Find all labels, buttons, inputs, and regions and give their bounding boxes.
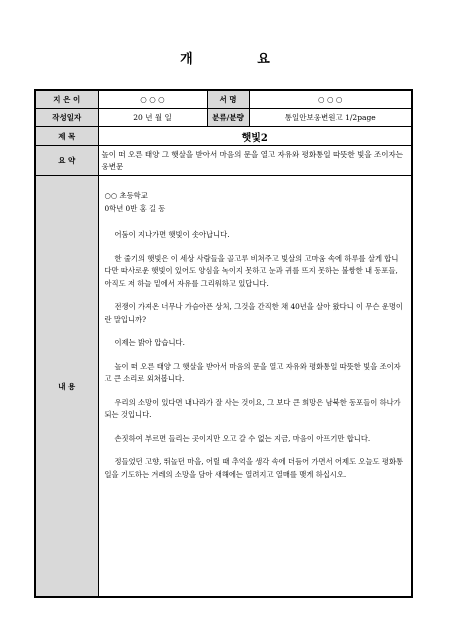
paragraph: 어둠이 지나가면 햇빛이 솟아납니다. bbox=[114, 230, 230, 239]
paragraph: 우리의 소망이 있다면 내나라가 잘 사는 것이요, 그 보다 큰 희망은 남북한 동포들이 하나가 되는 것입니다. bbox=[104, 397, 401, 419]
paragraph: 손짓하여 부르면 들리는 곳이지만 오고 갈 수 없는 지금, 마음이 아프기만 합니다. bbox=[114, 433, 371, 443]
content-label: 내 용 bbox=[35, 176, 98, 598]
subject-label: 제 목 bbox=[35, 127, 98, 146]
signature-value: ○ ○ ○ bbox=[249, 90, 412, 109]
date-row bbox=[35, 109, 412, 127]
date-value: 20 년 월 일 bbox=[98, 109, 207, 127]
summary-value: 높이 떠 오른 태양 그 햇살을 받아서 마음의 문을 열고 자유와 평화통일 따뜻한 빛을 조이자는 웅변문 bbox=[98, 146, 412, 176]
subject-value: 햇빛2 bbox=[98, 127, 412, 146]
document-title: 개 요 bbox=[180, 52, 300, 67]
author-value: ○ ○ ○ bbox=[98, 90, 207, 109]
content-body bbox=[98, 176, 412, 598]
subject-row bbox=[35, 127, 412, 146]
paragraph: 정들었던 고향, 뛰놀던 마을, 어릴 때 추억을 생각 속에 더듬어 가면서 어제도 오늘도 평화통일을 기도하는 겨레의 소망을 담아 새해에는 열려지고 열매를 맺게 하십시오. bbox=[104, 457, 404, 479]
category-label: 분류/분량 bbox=[207, 109, 249, 127]
content-row bbox=[35, 176, 412, 598]
author-row bbox=[35, 90, 412, 109]
paragraph: 이제는 밝아 압습니다. bbox=[114, 338, 185, 347]
signature-label: 서 명 bbox=[207, 90, 249, 109]
outline-form-table bbox=[34, 89, 413, 598]
paragraph: 한 줄기의 햇빛은 이 세상 사람들을 골고루 비쳐주고 빛살의 고마움 속에 하루를 살게 합니다만 따사로운 햇빛이 있어도 양심을 녹이지 못하고 눈과 귀를 뜨지 못하는 불쌍한 내 동포들, 아직도 저 하늘 밑에서 자유를 그리워하고 있답니다. bbox=[104, 253, 399, 288]
summary-row bbox=[35, 146, 412, 176]
author-label: 지 은 이 bbox=[35, 90, 98, 109]
summary-label: 요 약 bbox=[35, 146, 98, 176]
category-value: 통일안보웅변원고 1/2page bbox=[249, 109, 412, 127]
paragraph: 전쟁이 가져온 너무나 가슴아픈 상처, 그것을 간직한 채 40년을 살아 왔다니 이 무슨 운명이란 말입니까? bbox=[104, 302, 403, 324]
name-line: 0학년 0반 홍 길 동 bbox=[104, 203, 166, 213]
date-label: 작성일자 bbox=[35, 109, 98, 127]
school-line: ○○ 초등학교 bbox=[104, 191, 148, 200]
paragraph: 높이 떠 오른 태양 그 햇살을 받아서 마음의 문을 열고 자유와 평화통일 따뜻한 빛을 조이자고 큰 소리로 외쳐봅니다. bbox=[104, 361, 401, 383]
